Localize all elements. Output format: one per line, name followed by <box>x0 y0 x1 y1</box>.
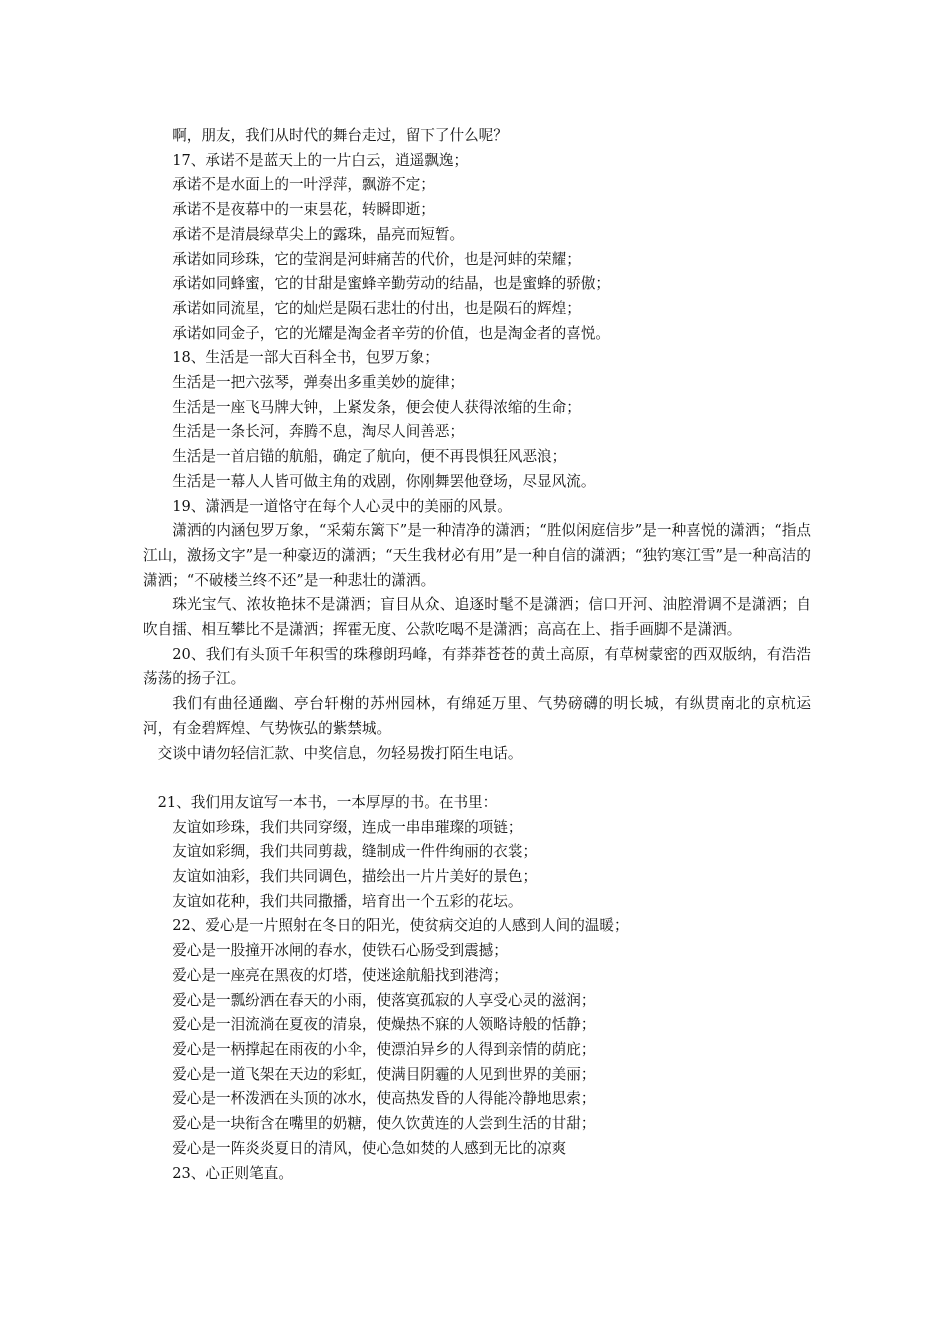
paragraph: 20、我们有头顶千年积雪的珠穆朗玛峰，有莽莽苍苍的黄土高原，有草树蒙密的西双版纳，有浩浩荡荡的扬子江。 <box>143 645 811 688</box>
paragraph: 17、承诺不是蓝天上的一片白云，逍遥飘逸； <box>172 151 469 169</box>
paragraph: 友谊如油彩，我们共同调色，描绘出一片片美好的景色； <box>172 868 538 886</box>
paragraph: 友谊如珍珠，我们共同穿缀，连成一串串璀璨的项链； <box>172 818 523 836</box>
paragraph: 爱心是一阵炎炎夏日的清风，使心急如焚的人感到无比的凉爽 <box>172 1139 567 1157</box>
paragraph: 我们有曲径通幽、亭台轩榭的苏州园林，有绵延万里、气势磅礴的明长城，有纵贯南北的京杭运河，有金碧辉煌、气势恢弘的紫禁城。 <box>143 695 811 737</box>
paragraph: 承诺如同流星，它的灿烂是陨石悲壮的付出，也是陨石的辉煌； <box>172 299 581 317</box>
paragraph: 19、潇洒是一道恪守在每个人心灵中的美丽的风景。 <box>172 497 512 515</box>
paragraph: 爱心是一瓢纷洒在春天的小雨，使落寞孤寂的人享受心灵的滋润； <box>172 991 596 1009</box>
blank-line <box>143 766 811 791</box>
document-body <box>143 124 811 1186</box>
paragraph: 承诺如同珍珠，它的莹润是河蚌痛苦的代价，也是河蚌的荣耀； <box>172 250 581 268</box>
paragraph: 承诺不是夜幕中的一束昙花，转瞬即逝； <box>172 201 435 219</box>
paragraph: 生活是一把六弦琴，弹奏出多重美妙的旋律； <box>172 374 465 392</box>
paragraph: 爱心是一座亮在黑夜的灯塔，使迷途航船找到港湾； <box>172 966 508 984</box>
paragraph: 友谊如彩绸，我们共同剪裁，缝制成一件件绚丽的衣裳； <box>172 843 538 861</box>
paragraph: 承诺如同金子，它的光耀是淘金者辛劳的价值，也是淘金者的喜悦。 <box>172 324 611 342</box>
paragraph: 啊，朋友，我们从时代的舞台走过，留下了什么呢？ <box>172 127 508 144</box>
paragraph: 生活是一座飞马牌大钟，上紧发条，便会使人获得浓缩的生命； <box>172 398 581 416</box>
paragraph: 珠光宝气、浓妆艳抹不是潇洒；盲目从众、追逐时髦不是潇洒；信口开河、油腔滑调不是潇洒；自吹自擂、相互攀比不是潇洒；挥霍无度、公款吃喝不是潇洒；高高在上、指手画脚不是潇洒。 <box>143 596 811 639</box>
paragraph: 承诺不是水面上的一叶浮萍，飘游不定； <box>172 176 435 194</box>
paragraph: 爱心是一块衔含在嘴里的奶糖，使久饮黄连的人尝到生活的甘甜； <box>172 1115 596 1133</box>
paragraph: 承诺不是清晨绿草尖上的露珠，晶亮而短暂。 <box>172 225 465 243</box>
paragraph: 爱心是一泪流淌在夏夜的清泉，使燥热不寐的人领略诗般的恬静； <box>172 1016 596 1034</box>
paragraph: 承诺如同蜂蜜，它的甘甜是蜜蜂辛勤劳动的结晶，也是蜜蜂的骄傲； <box>172 275 611 293</box>
paragraph: 21、我们用友谊写一本书，一本厚厚的书。在书里： <box>157 793 498 811</box>
paragraph: 爱心是一道飞架在天边的彩虹，使满目阴霾的人见到世界的美丽； <box>172 1065 596 1083</box>
paragraph: 爱心是一杯泼洒在头顶的冰水，使高热发昏的人得能冷静地思索； <box>172 1090 596 1108</box>
paragraph: 23、心正则笔直。 <box>172 1164 293 1182</box>
paragraph: 22、爱心是一片照射在冬日的阳光，使贫病交迫的人感到人间的温暖； <box>172 917 629 935</box>
paragraph: 潇洒的内涵包罗万象，“采菊东篱下”是一种清净的潇洒；“胜似闲庭信步”是一种喜悦的潇洒；“指点江山，激扬文字”是一种豪迈的潇洒；“天生我材必有用”是一种自信的潇洒；“独钓寒江雪”是一种高洁的潇洒；“不破楼兰终不还”是一种悲壮的潇洒。 <box>143 522 811 589</box>
paragraph: 爱心是一股撞开冰闸的春水，使铁石心肠受到震撼； <box>172 942 508 960</box>
paragraph: 生活是一首启锚的航船，确定了航向，便不再畏惧狂风恶浪； <box>172 448 567 466</box>
paragraph: 18、生活是一部大百科全书，包罗万象； <box>172 349 439 367</box>
paragraph: 友谊如花种，我们共同撒播，培育出一个五彩的花坛。 <box>172 892 523 910</box>
paragraph: 生活是一条长河，奔腾不息，淘尽人间善恶； <box>172 423 465 441</box>
paragraph: 生活是一幕人人皆可做主角的戏剧，你刚舞罢他登场，尽显风流。 <box>172 472 596 490</box>
paragraph: 爱心是一柄撑起在雨夜的小伞，使漂泊异乡的人得到亲情的荫庇； <box>172 1041 596 1058</box>
notice-paragraph: 交谈中请勿轻信汇款、中奖信息，勿轻易拨打陌生电话。 <box>157 744 523 762</box>
